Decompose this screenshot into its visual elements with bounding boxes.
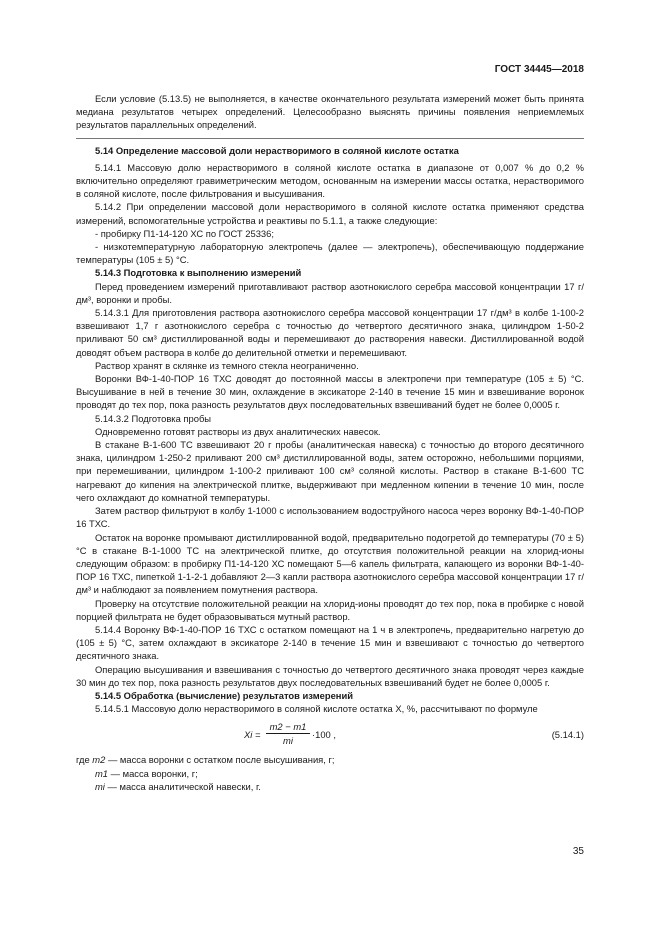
paragraph-preparation: Перед проведением измерений приготавливают раствор азотнокислого серебра массовой концентрации 17 г/дм³, воронки и пробы. [76,280,584,305]
paragraph-5-14-3-2: 5.14.3.2 Подготовка пробы [95,412,212,424]
paragraph-5-14-4: 5.14.4 Воронку ВФ-1-40-ПОР 16 ТХС с остатком помещают на 1 ч в электропечь, предварительно нагретую до (105 ± 5) °С, затем охлаждают в эксикаторе 2-140 в течение 15 мин и взвешивают с точностью до четвертого десятичного знака. [76,623,584,662]
paragraph-residue-wash: Остаток на воронке промывают дистиллированной водой, предварительно подогретой до температуры (70 ± 5) °С в стакане В-1-1000 ТС на электрической плитке, до отсутствия положительной реакции на хлорид-ионы следующим образом: в пробирку П1-14-120 ХС помещают 5—6 капель фильтрата, капающего из воронки ВФ-1-40-ПОР 16 ТХС, пипеткой 1-1-2-1 добавляют 2—3 капли раствора азотнокислого серебра массовой концентрации 17 г/дм³ и наблюдают за появлением помутнения раствора. [76,531,584,596]
heading-5-14-5: 5.14.5 Обработка (вычисление) результатов измерений [95,689,353,701]
paragraph-simultaneous: Одновременно готовят растворы из двух аналитических навесок. [95,425,381,437]
definition-text-mi: — масса аналитической навески, г. [107,780,261,792]
definition-symbol-m1: m1 [95,767,109,779]
paragraph-filtration: Затем раствор фильтруют в колбу 1-1000 с использованием водоструйного насоса через воронку ВФ-1-40-ПОР 16 ТХС. [76,505,584,530]
formula-number: (5.14.1) [551,729,584,741]
standard-number: ГОСТ 34445—2018 [494,64,584,75]
formula-rhs: ·100 , [312,729,336,741]
paragraph-5-14-1: 5.14.1 Массовую долю нерастворимого в соляной кислоте остатка в диапазоне от 0,007 % до 0,2 % включительно определяют гравиметрическим методом, основанным на измерении массы остатка, нерастворимого в соляной кислоте, после фильтрования и высушивания. [76,161,584,200]
definition-symbol-mi: mi [95,780,105,792]
list-item-test-tube: - пробирку П1-14-120 ХС по ГОСТ 25336; [95,227,274,239]
heading-5-14-3: 5.14.3 Подготовка к выполнению измерений [95,267,302,279]
section-title: 5.14 Определение массовой доли нерастворимого в соляной кислоте остатка [95,144,459,156]
formula-5-14-1 [76,719,584,751]
formula-lhs-text: Xi = [244,729,261,741]
definition-symbol-m2: m2 [92,754,106,766]
definition-text-m1: — масса воронки, г; [110,767,198,779]
paragraph-funnels: Воронки ВФ-1-40-ПОР 16 ТХС доводят до постоянной массы в электропечи при температуре (105 ± 5) °С. Высушивание в ней в течение 30 мин, охлаждение в эксикаторе 2-140 в течение 15 мин и взвешивание воронок проводят до тех пор, пока разность результатов двух последовательных взвешиваний будет не более 0,0005 г. [76,373,584,411]
definition-mi [76,780,584,793]
list-item-furnace: - низкотемпературную лабораторную электропечь (далее — электропечь), обеспечивающую поддержание температуры (105 ± 5) °С. [76,241,584,266]
formula-denominator: mi [283,735,293,747]
page-content [76,92,584,793]
paragraph-5-14-3-1: 5.14.3.1 Для приготовления раствора азотнокислого серебра массовой концентрации 17 г/дм³ в колбе 1-100-2 взвешивают 1,7 г азотнокислого серебра с точностью до четвертого десятичного знака, цилиндром 1-50-2 приливают 50 см³ дистиллированной воды и перемешивают до растворения навески. Дистиллированной водой доводят объем раствора в колбе до делительной отметки и перемешивают. [76,307,584,358]
definition-text-m2: — масса воронки с остатком после высушивания, г; [107,754,335,766]
paragraph-5-14-5-1: 5.14.5.1 Массовую долю нерастворимого в соляной кислоте остатка X, %, рассчитывают по формуле [95,703,538,715]
paragraph-5-14-2: 5.14.2 При определении массовой доли нерастворимого в соляной кислоте остатка применяют средства измерений, вспомогательные устройства и реактивы по 5.1.1, а также следующие: [76,201,584,226]
formula-numerator: m2 − m1 [266,721,310,734]
section-divider [76,138,584,139]
paragraph-median: Если условие (5.13.5) не выполняется, в качестве окончательного результата измерений может быть принята медиана результатов четырех определений. Целесообразно выяснять причины появления неприемлемых результатов параллельных определений. [76,93,584,131]
formula-lhs [244,728,260,741]
formula-fraction [266,721,310,747]
definition-m1 [76,767,584,780]
paragraph-beaker: В стакане В-1-600 ТС взвешивают 20 г пробы (аналитическая навеска) с точностью до второго десятичного знака, цилиндром 1-250-2 приливают 200 см³ дистиллированной воды, затем осторожно, небольшими порциями, при перемешивании, цилиндром 1-100-2 приливают 100 см³ соляной кислоты. Раствор в стакане В-1-600 ТС нагревают до кипения на электрической плитке, выдерживают при медленном кипении в течение 10 мин, после чего охлаждают до комнатной температуры. [76,439,584,503]
paragraph-repeat-weighing: Операцию высушивания и взвешивания с точностью до четвертого десятичного знака проводят через каждые 30 мин до тех пор, пока разность результатов двух последовательных взвешиваний будет не более 0,0005 г. [76,663,584,688]
page-number: 35 [572,846,584,857]
paragraph-storage: Раствор хранят в склянке из темного стекла неограниченно. [95,359,359,371]
definitions-intro [76,753,584,766]
paragraph-chloride-check: Проверку на отсутствие положительной реакции на хлорид-ионы проводят до тех пор, пока в пробирке с новой порцией фильтрата не будет образовываться мутный раствор. [76,597,584,622]
definitions-where: где [76,754,90,766]
